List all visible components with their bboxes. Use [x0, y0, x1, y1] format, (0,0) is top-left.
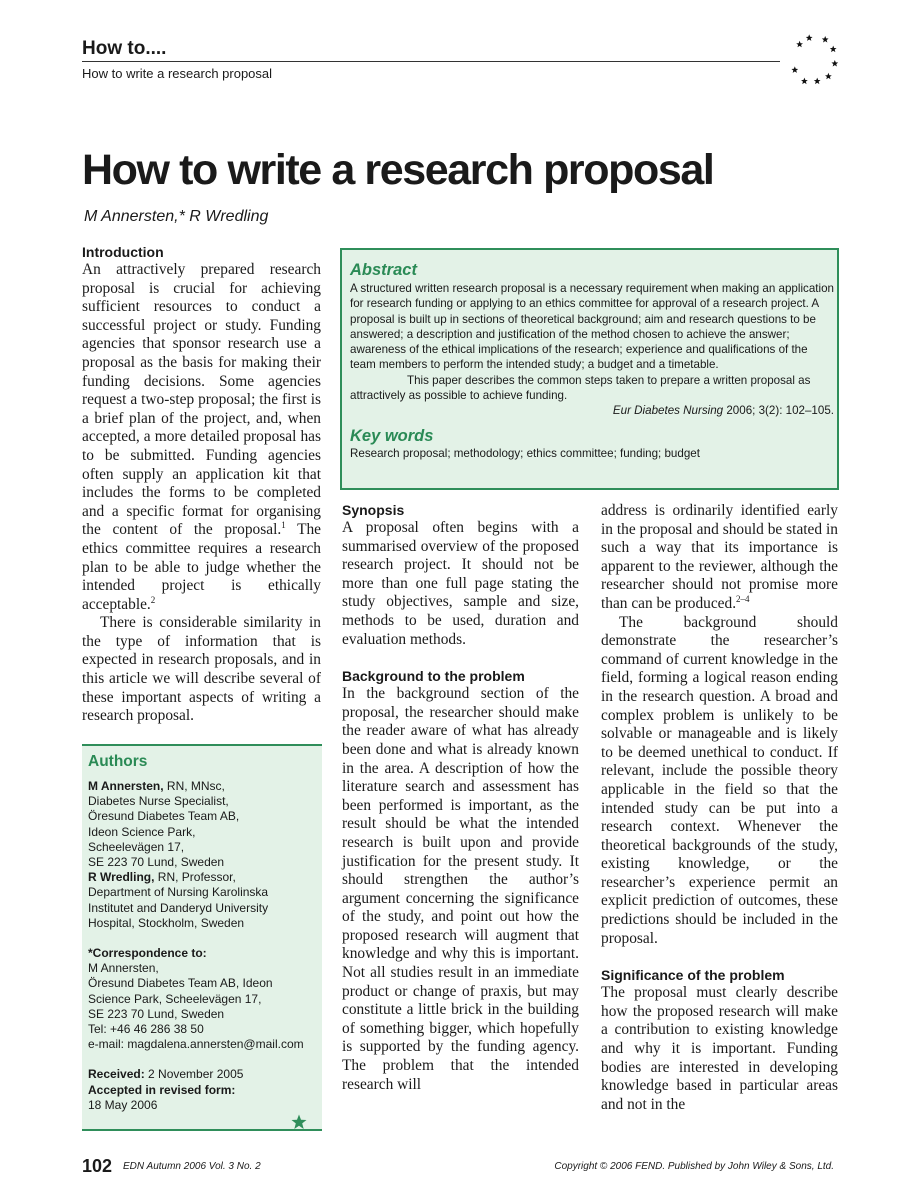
- introduction-paragraph-2: There is considerable similarity in the type of information that is expected in research proposals, and in this article we will describe several of these important aspects of writing a research proposal.: [82, 614, 321, 725]
- keywords-text: Research proposal; methodology; ethics committee; funding; budget: [350, 446, 700, 460]
- footer-copyright: Copyright © 2006 FEND. Published by John Wiley & Sons, Ltd.: [554, 1161, 834, 1172]
- introduction-paragraph-1: An attractively prepared research proposal is crucial for achieving sufficient resources to conduct a successful project or study. Funding agencies that sponsor research use a proposal as the basis for making their funding decisions. Some agencies request a two-step proposal; the first is a brief plan of the project, and, when accepted, a more detailed proposal has to be submitted. Funding agencies often supply an application kit that includes the forms to be completed and a specific format for organising the content of the proposal.$^1$ The ethics committee requires a research plan to be able to judge whether the intended project is ethically acceptable.$^2$: [82, 261, 322, 613]
- section-label: How to....: [82, 38, 167, 59]
- article-title: How to write a research proposal: [82, 146, 714, 194]
- author-1-affiliation: M Annersten, RN, MNsc, Diabetes Nurse Specialist, Öresund Diabetes Team AB, Ideon Science Park, Scheelevägen 17, SE 223 70 Lund, Sweden: [88, 779, 240, 870]
- column-3: [601, 502, 838, 1114]
- background-paragraph-2: The background should demonstrate the researcher’s command of current knowledge in the field, forming a logical reason ending in the research question. A broad and complex problem is unlikely to be solvable or manageable and is likely to be deemed unethical to conduct. If relevant, include the possible theory applicable in the field so that the intended study can be put into a research context. Whenever the theoretical backgrounds of the study, existing knowledge, or the researcher’s experience permit an explicit prediction of outcomes, these predictions should be included in the proposal.: [601, 613, 838, 947]
- correspondence-block: *Correspondence to: M Annersten, Öresund Diabetes Team AB, Ideon Science Park, Scheelevägen 17, SE 223 70 Lund, Sweden Tel: +46 46 286 38 50 e-mail: magdalena.annersten@mail.com: [88, 946, 304, 1052]
- article-authors: M Annersten,* R Wredling: [84, 208, 269, 225]
- abstract-citation: Eur Diabetes Nursing 2006; 3(2): 102–105.: [612, 404, 834, 418]
- authors-heading: Authors: [88, 753, 148, 770]
- significance-heading: Significance of the problem: [601, 967, 785, 984]
- star-icon: [291, 1114, 307, 1130]
- footer-journal: EDN Autumn 2006 Vol. 3 No. 2: [123, 1161, 261, 1172]
- introduction-heading: Introduction: [82, 244, 164, 260]
- eu-stars-logo-icon: [782, 28, 844, 90]
- abstract-box: [340, 248, 839, 490]
- correspondence-email[interactable]: e-mail: magdalena.annersten@mail.com: [88, 1037, 304, 1052]
- reference-2-4: 2–4: [736, 593, 750, 604]
- header-rule: [82, 61, 780, 62]
- reference-2: 2: [150, 594, 156, 605]
- abstract-text-2: This paper describes the common steps taken to prepare a written proposal as attractively as possible to achieve funding.: [350, 373, 811, 403]
- authors-box: [82, 744, 322, 1131]
- significance-text: The proposal must clearly describe how the proposed research will make a contribution to existing knowledge and why it is important. Funding bodies are interested in developing knowledge based in particular areas and not in the: [601, 984, 838, 1113]
- keywords-heading: Key words: [350, 426, 434, 445]
- author-2-affiliation: R Wredling, RN, Professor, Department of Nursing Karolinska Institutet and Danderyd University Hospital, Stockholm, Sweden: [88, 870, 269, 930]
- background-text: In the background section of the proposal, the researcher should make the reader aware of what has already been done and what is already known in the area. A description of how the literature search and assessment has been performed is important, as the result should be what the intended research is built upon and provide justification for the present study. It should strengthen the author’s argument concerning the significance of the study, and point out how the proposed research will augment that knowledge and why this is important. Not all studies result in an immediate product or change of praxis, but may constitute a little brick in the building of something bigger, which hopefully is supported by the funding agency. The problem that the intended research will: [342, 685, 579, 1093]
- header-subtitle: How to write a research proposal: [82, 66, 273, 81]
- dates-block: Received: 2 November 2005 Accepted in revised form: 18 May 2006: [88, 1067, 244, 1112]
- synopsis-heading: Synopsis: [342, 502, 405, 518]
- background-heading: Background to the problem: [342, 668, 525, 685]
- abstract-text: A structured written research proposal is a necessary requirement when making an application for research funding or applying to an ethics committee for approval of a research project. A proposal is built up in sections of theoretical background; aim and research questions to be answered; a description and justification of the method chosen to achieve the answer; awareness of the ethical implications of the research; experience and qualifications of the team members to perform the intended study; a budget and a timetable.: [350, 282, 834, 372]
- background-continued-text: address is ordinarily identified early in the proposal and should be stated in such a way that its importance is apparent to the reviewer, although the researcher should not promise more than can be produced.$^{2-4}$: [601, 502, 838, 612]
- column-2: [342, 502, 579, 1094]
- synopsis-text: A proposal often begins with a summarised overview of the proposed research project. It should not be more than one full page stating the study objectives, sample and size, methods to be used, duration and evaluation methods.: [342, 519, 579, 648]
- introduction-section: [82, 244, 321, 726]
- page-number: 102: [82, 1156, 113, 1176]
- reference-1: 1: [281, 520, 286, 531]
- abstract-heading: Abstract: [350, 261, 417, 279]
